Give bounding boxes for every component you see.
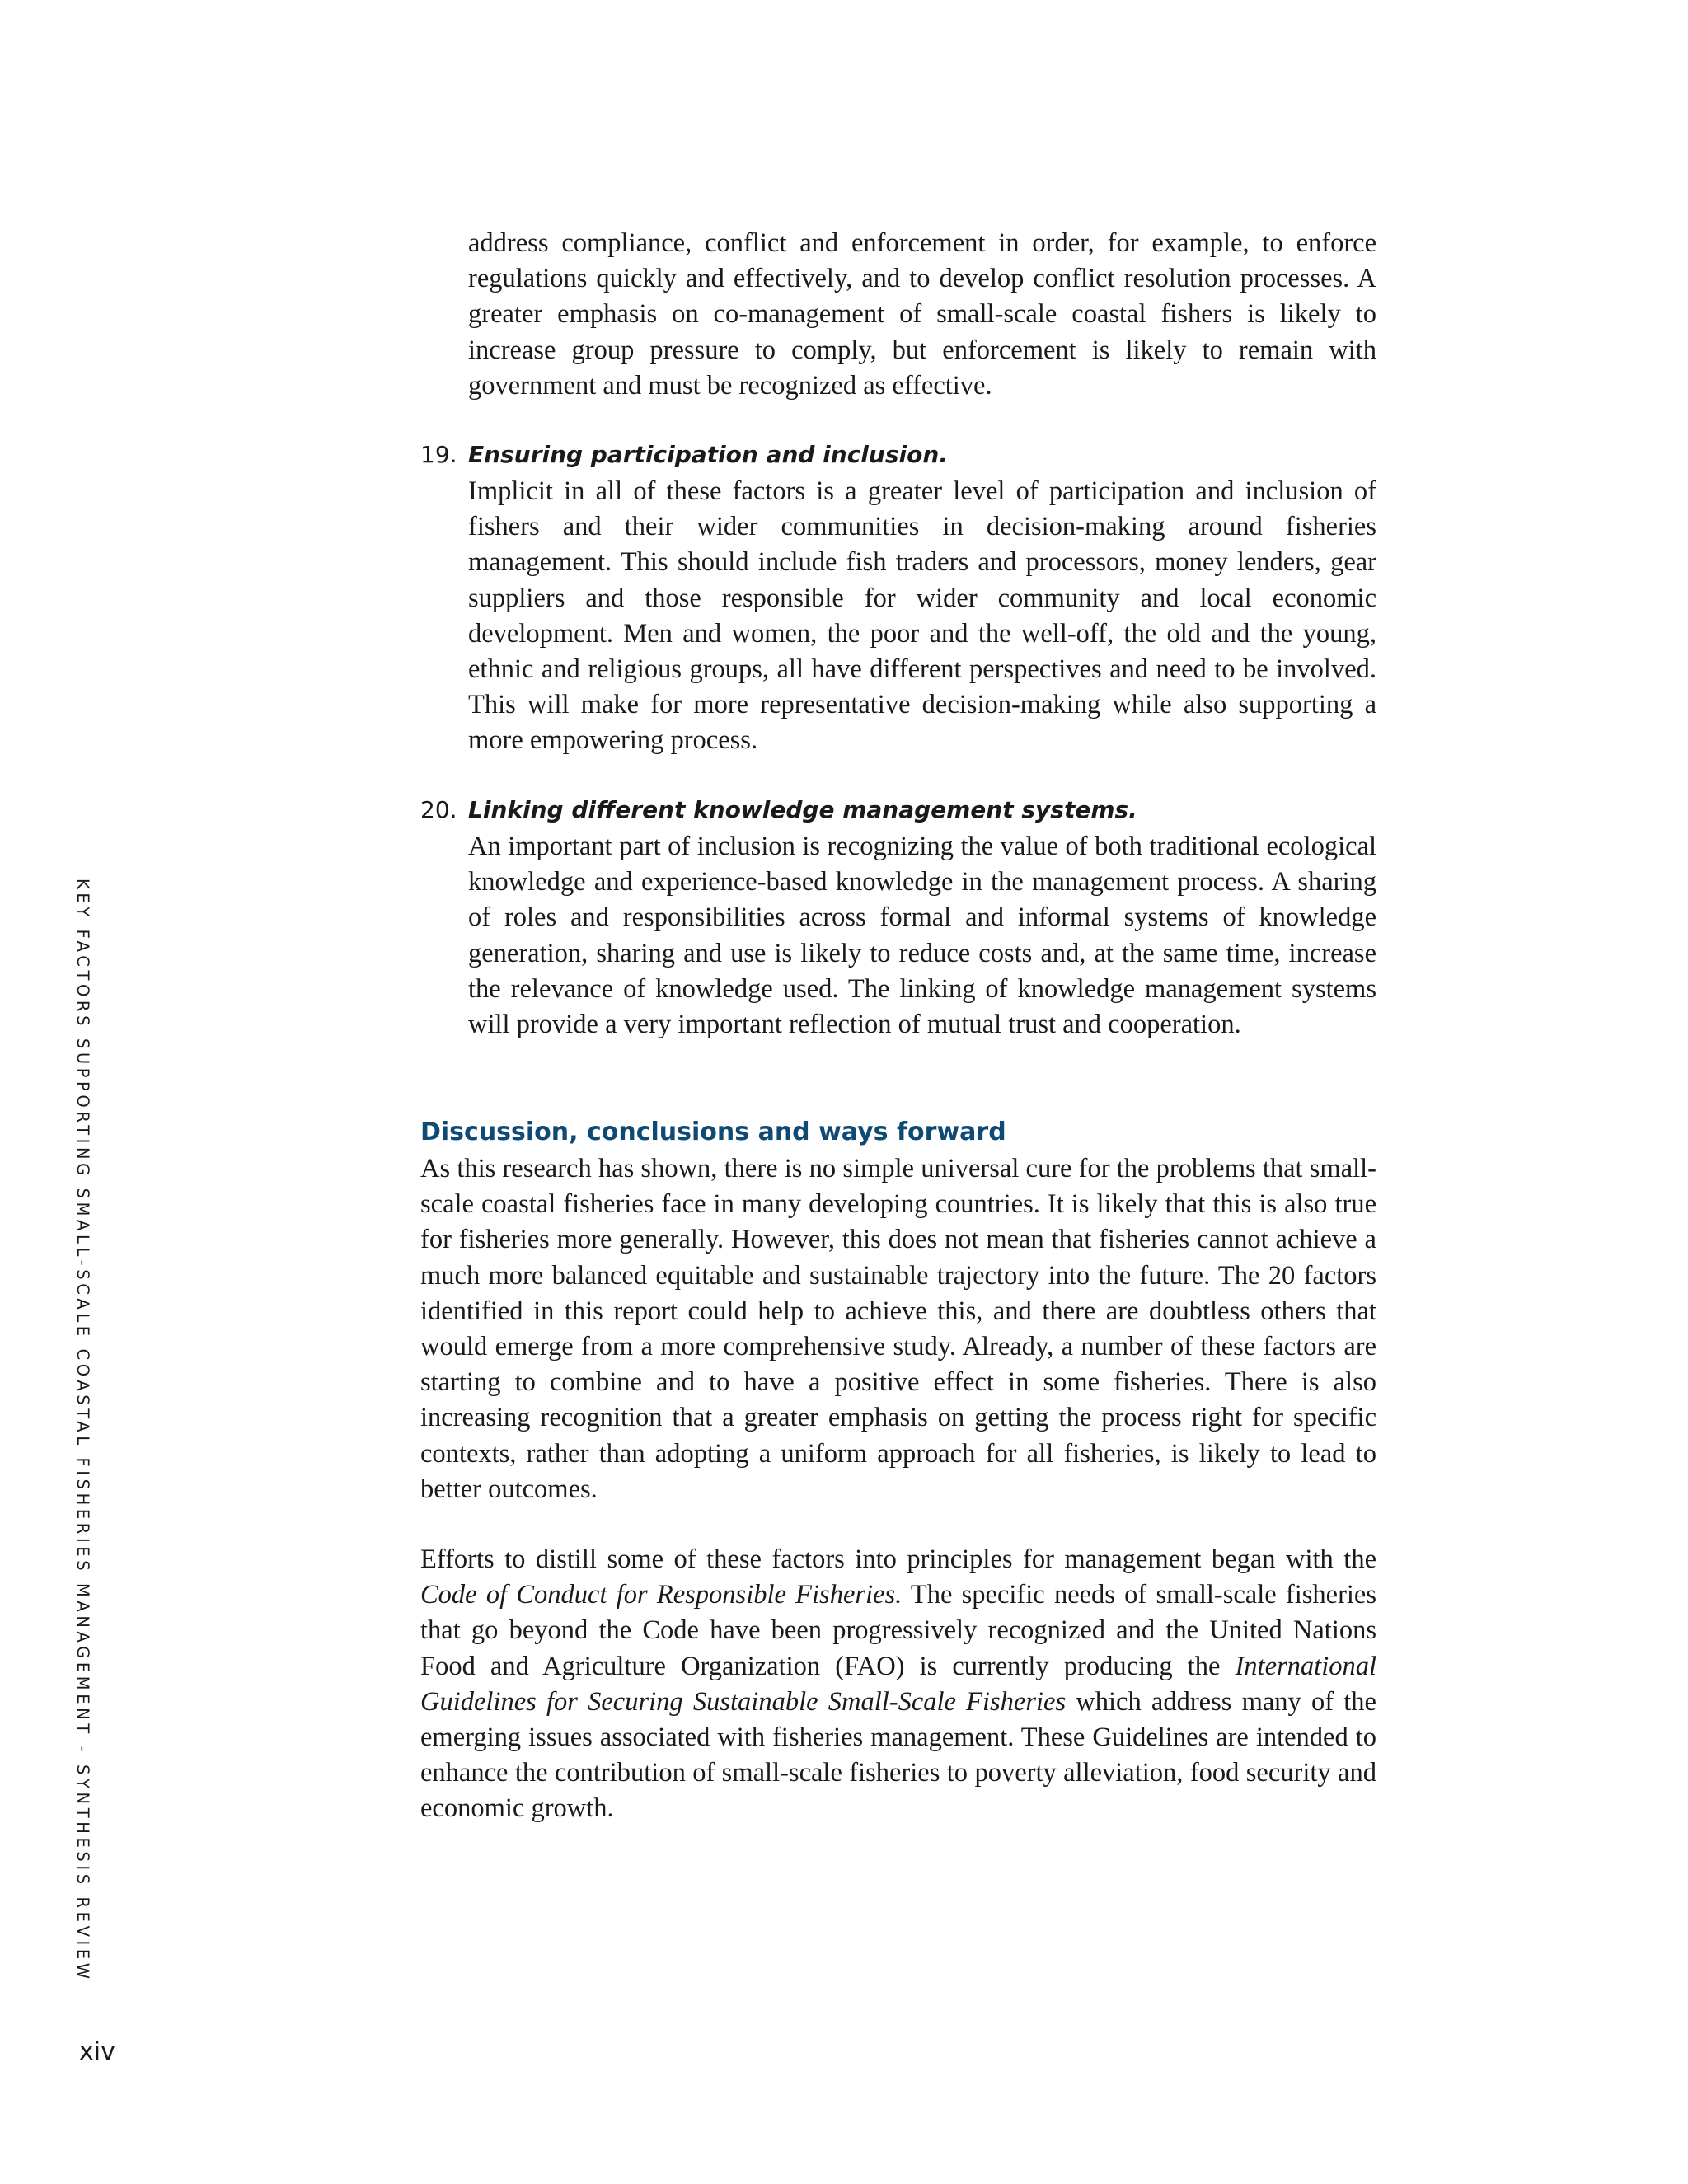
item-20-title: Linking different knowledge management systems. xyxy=(468,796,1137,823)
item-20-paragraph: An important part of inclusion is recognizing the value of both traditional ecological knowledge and experience-based knowledge in the management process. A sharing of roles and responsibilities across formal and informal systems of knowledge generation, sharing and use is likely to reduce costs and, at the same time, increase the relevance of knowledge used. The linking of knowledge management systems will provide a very important reflection of mutual trust and cooperation. xyxy=(468,832,1376,1040)
item-20-heading xyxy=(420,794,1137,827)
running-side-title: KEY FACTORS SUPPORTING SMALL-SCALE COASTAL FISHERIES MANAGEMENT - SYNTHESIS REVIEW xyxy=(73,879,92,1983)
continuation-paragraph: address compliance, conflict and enforcement in order, for example, to enforce regulations quickly and effectively, and to develop conflict resolution processes. A greater emphasis on co-management of small-scale coastal fishers is likely to increase group pressure to comply, but enforcement is likely to remain with government and must be recognized as effective. xyxy=(468,228,1376,401)
item-19-heading xyxy=(420,438,948,471)
discussion-paragraph-2 xyxy=(420,1542,1376,1827)
item-20-number: 20. xyxy=(420,796,457,823)
page-number: xiv xyxy=(79,2037,115,2066)
item-19-title: Ensuring participation and inclusion. xyxy=(468,441,948,468)
guidelines-title: International Guidelines for Securing Sustainable Small-Scale Fisheries xyxy=(420,1651,1376,1717)
paragraph-2-text-3: which address many of the emerging issues associated with fisheries management. These Guidelines are intended to enhance the contribution of small-scale fisheries to poverty alleviation, food security and economic growth. xyxy=(420,1686,1376,1824)
code-of-conduct-title: Code of Conduct for Responsible Fisheries. xyxy=(420,1580,903,1610)
discussion-paragraph-1: As this research has shown, there is no simple universal cure for the problems that small-scale coastal fisheries face in many developing countries. It is likely that this is also true for fisheries more generally. However, this does not mean that fisheries cannot achieve a much more balanced equitable and sustainable trajectory into the future. The 20 factors identified in this report could help to achieve this, and there are doubtless others that would emerge from a more comprehensive study. Already, a number of these factors are starting to combine and to have a positive effect in some fisheries. There is also increasing recognition that a greater emphasis on getting the process right for specific contexts, rather than adopting a uniform approach for all fisheries, is likely to lead to better outcomes. xyxy=(420,1154,1376,1504)
paragraph-2-text-2: The specific needs of small-scale fisheries that go beyond the Code have been progressively recognized and the United Nations Food and Agriculture Organization (FAO) is currently producing the xyxy=(420,1580,1376,1681)
item-19-paragraph: Implicit in all of these factors is a greater level of participation and inclusion of fishers and their wider communities in decision-making around fisheries management. This should include fish traders and processors, money lenders, gear suppliers and those responsible for wider community and local economic development. Men and women, the poor and the well-off, the old and the young, ethnic and religious groups, all have different perspectives and need to be involved. This will make for more representative decision-making while also supporting a more empowering process. xyxy=(468,476,1376,756)
paragraph-2-text-1: Efforts to distill some of these factors into principles for management began with the xyxy=(420,1544,1376,1574)
section-heading: Discussion, conclusions and ways forward xyxy=(420,1118,1006,1146)
item-19-number: 19. xyxy=(420,441,457,468)
